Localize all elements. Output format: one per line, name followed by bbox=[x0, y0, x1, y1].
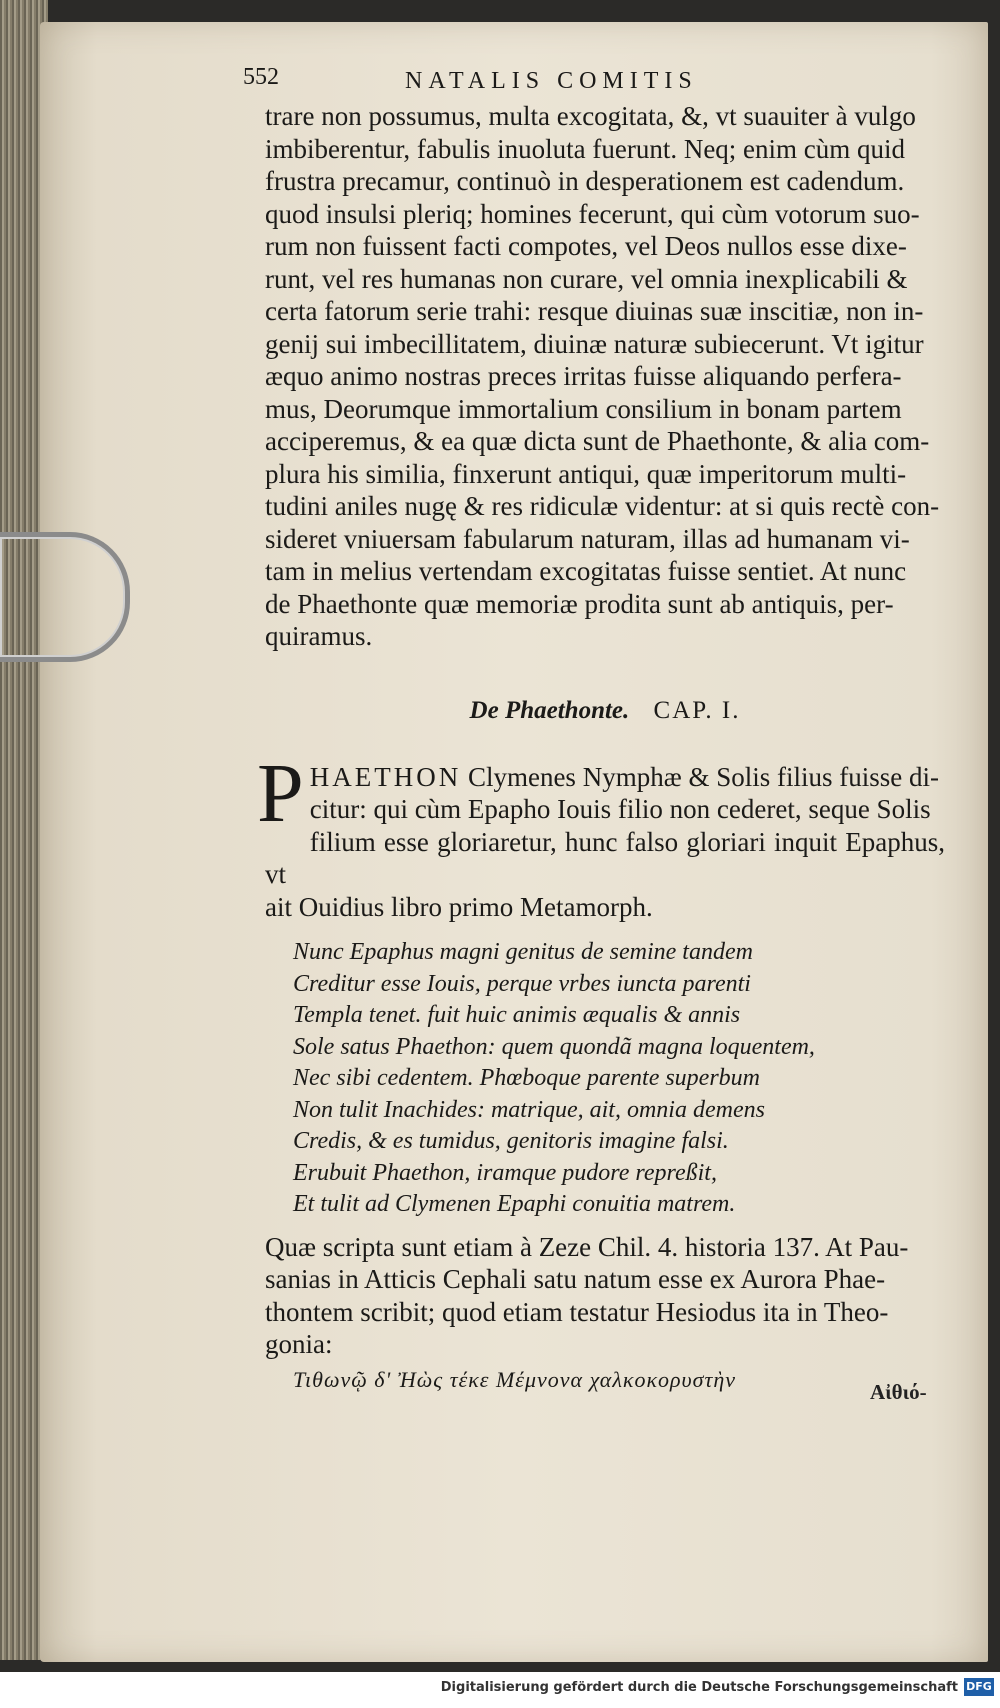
after-verse-paragraph bbox=[265, 1231, 945, 1361]
text-line: ait Ouidius libro primo Metamorph. bbox=[265, 891, 653, 922]
verse-line: Nunc Epaphus magni genitus de semine tandem bbox=[293, 939, 753, 965]
text-line: Quæ scripta sunt etiam à Zeze Chil. 4. historia 137. At Pau- bbox=[265, 1231, 909, 1262]
intro-paragraph bbox=[265, 100, 945, 653]
greek-verse-line: Τιθωνῷ δ' Ἠὼς τέκε Μέμνονα χαλκοκορυστὴν bbox=[293, 1366, 737, 1392]
running-title: NATALIS COMITIS bbox=[405, 68, 698, 94]
dfg-logo: DFG bbox=[964, 1678, 994, 1696]
text-line: sideret vniuersam fabularum naturam, illas ad humanam vi- bbox=[265, 523, 910, 554]
text-line: frustra precamur, continuò in desperationem est cadendum. bbox=[265, 166, 905, 196]
page-number: 552 bbox=[243, 64, 279, 90]
text-line: quiramus. bbox=[265, 621, 373, 651]
text-line: runt, vel res humanas non curare, vel omnia inexplicabili & bbox=[265, 263, 908, 294]
text-line: gonia: bbox=[265, 1329, 333, 1359]
text-line: genij sui imbecillitatem, diuinæ naturæ subiecerunt. Vt igitur bbox=[265, 328, 924, 359]
text-line: rum non fuissent facti compotes, vel Deos nullos esse dixe- bbox=[265, 231, 907, 261]
text-line: tudini aniles nugę & res ridiculæ videntur: at si quis rectè con- bbox=[265, 491, 940, 521]
text-line: quod insulsi pleriq; homines fecerunt, qui cùm votorum suo- bbox=[265, 198, 920, 229]
text-line: æquo animo nostras preces irritas fuisse aliquando perfera- bbox=[265, 361, 902, 391]
verse-line: Et tulit ad Clymenen Epaphi conuitia matrem. bbox=[293, 1191, 736, 1217]
text-line: certa fatorum serie trahi: resque diuinas suæ inscitiæ, non in- bbox=[265, 296, 924, 326]
verse-line: Nec sibi cedentem. Phœboque parente superbum bbox=[293, 1065, 761, 1091]
text-line: filium esse gloriaretur, hunc falso gloriari inquit Epaphus, vt bbox=[265, 826, 945, 889]
funding-credit: Digitalisierung gefördert durch die Deutsche Forschungsgemeinschaft bbox=[440, 1680, 958, 1695]
text-line: trare non possumus, multa excogitata, &, vt suauiter à vulgo bbox=[265, 101, 916, 131]
chapter-title: De Phaethonte. bbox=[469, 696, 630, 724]
text-line: thontem scribit; quod etiam testatur Hesiodus ita in Theo- bbox=[265, 1296, 889, 1327]
verse-line: Creditur esse Iouis, perque vrbes iuncta parenti bbox=[293, 970, 751, 997]
first-word: HAETHON bbox=[309, 761, 462, 792]
drop-cap: P bbox=[257, 746, 304, 840]
text-line bbox=[265, 761, 945, 794]
text-line: acciperemus, & ea quæ dicta sunt de Phaethonte, & alia com- bbox=[265, 426, 930, 456]
page-clasp bbox=[0, 532, 130, 662]
chapter-paragraph bbox=[257, 746, 945, 924]
text-line: citur: qui cùm Epapho Iouis filio non cederet, seque Solis bbox=[309, 794, 931, 824]
text-line: mus, Deorumque immortalium consilium in bonam partem bbox=[265, 393, 902, 424]
verse-quotation bbox=[293, 937, 945, 1221]
text-line: sanias in Atticis Cephali satu natum esse ex Aurora Phae- bbox=[265, 1264, 886, 1294]
verse-line: Credis, & es tumidus, genitoris imagine falsi. bbox=[293, 1128, 729, 1154]
text-line: tam in melius vertendam excogitatas fuisse sentiet. At nunc bbox=[265, 556, 907, 586]
verse-line: Sole satus Phaethon: quem quondã magna loquentem, bbox=[293, 1033, 815, 1060]
text-line: plura his similia, finxerunt antiqui, quæ imperitorum multi- bbox=[265, 458, 907, 489]
page-content bbox=[243, 64, 945, 1393]
chapter-heading bbox=[265, 697, 945, 725]
page-header bbox=[243, 64, 945, 100]
verse-line: Templa tenet. fuit huic animis æqualis & annis bbox=[293, 1002, 741, 1028]
verse-line: Erubuit Phaethon, iramque pudore repreßit, bbox=[293, 1159, 717, 1186]
text-line: imbiberentur, fabulis inuoluta fuerunt. Neq; enim cùm quid bbox=[265, 133, 906, 164]
text-line: de Phaethonte quæ memoriæ prodita sunt ab antiquis, per- bbox=[265, 588, 894, 619]
chapter-number: CAP. I. bbox=[653, 696, 741, 724]
catchword: Αἰθιό- bbox=[870, 1380, 927, 1404]
text-line-rest: Clymenes Nymphæ & Solis filius fuisse di- bbox=[467, 761, 939, 792]
verse-line: Non tulit Inachides: matrique, ait, omnia demens bbox=[293, 1096, 765, 1123]
